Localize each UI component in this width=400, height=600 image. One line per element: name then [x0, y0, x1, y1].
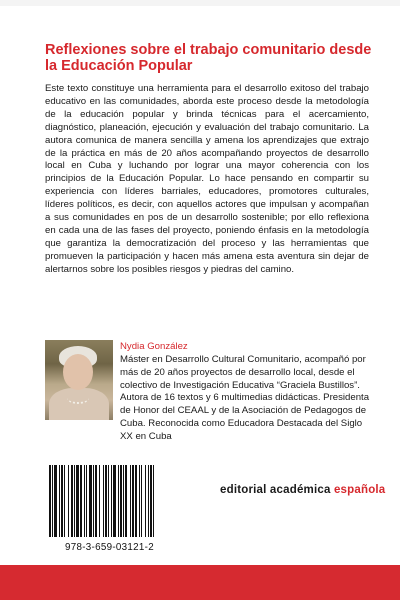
barcode-bar: [54, 465, 57, 537]
barcode-bar: [153, 465, 154, 537]
barcode-bar: [132, 465, 134, 537]
barcode-bar: [141, 465, 142, 537]
top-band: [0, 0, 400, 6]
barcode-bars: [47, 465, 166, 539]
barcode-bar: [49, 465, 51, 537]
barcode-bar: [113, 465, 116, 537]
barcode-bar: [76, 465, 79, 537]
barcode-bar: [68, 465, 69, 537]
book-title: Reflexiones sobre el trabajo comunitario desde la Educación Popular: [45, 42, 372, 74]
barcode-bar: [89, 465, 92, 537]
barcode-bar: [118, 465, 119, 537]
barcode-bar: [99, 465, 100, 537]
barcode-bar: [80, 465, 82, 537]
barcode-bar: [52, 465, 53, 537]
barcode-bar: [71, 465, 73, 537]
barcode-bar: [105, 465, 107, 537]
barcode-bar: [64, 465, 65, 537]
bottom-band: [0, 565, 400, 600]
barcode-bar: [120, 465, 122, 537]
publisher-name: [220, 484, 385, 496]
book-description: Este texto constituye una herramienta para el desarrollo exitoso del trabajo educativo en las comunidades, aborda este proceso desde la metodología de la educación popular y brinda técnicas para el acercamiento, diagnóstico, planeación, ejecución y evaluación del trabajo comunitario. La autora comunica de manera sencilla y amena los aprendizajes que extrajo de la práctica en más de 20 años acompañando proyectos de desarrollo local en Cuba y luchando por lograr una mayor coherencia con los principios de la Educación Popular. Lo hace pensando en compartir su experiencia con líderes barriales, educadores, promotores culturales, líderes políticos, es decir, con aquellos actores que impulsan y acompañan a sus comunidades en pos de un desarrollo sostenible; por ello reflexiona en cada una de las fases del proyecto, poniendo énfasis en la metodología que garantiza la democratización del proceso y las herramientas que promueven la participación y hacen más amena esta aventura sin dejar de alertarnos sobre los posibles riesgos y piedras del camino.: [45, 83, 369, 275]
isbn-barcode: [44, 462, 169, 560]
barcode-bar: [103, 465, 104, 537]
isbn-number: 978-3-659-03121-2: [65, 542, 154, 553]
barcode-bar: [123, 465, 124, 537]
barcode-bar: [95, 465, 97, 537]
barcode-bar: [145, 465, 146, 537]
barcode-bar: [108, 465, 109, 537]
barcode-bar: [84, 465, 85, 537]
barcode-bar: [135, 465, 137, 537]
barcode-bar: [111, 465, 112, 537]
publisher-name-accent: española: [333, 484, 386, 496]
barcode-bar: [86, 465, 87, 537]
barcode-bar: [130, 465, 131, 537]
barcode-bar: [139, 465, 140, 537]
author-photo-face: [63, 354, 93, 390]
barcode-bar: [125, 465, 127, 537]
publisher-name-main: editorial académica: [220, 484, 331, 496]
author-bio: Máster en Desarrollo Cultural Comunitario, acompañó por más de 20 años proyectos de desarrollo local, desde el colectivo de Investigación Educativa “Graciela Bustillos”. Autora de 16 textos y 6 multimedias didácticas. Presidenta de Honor del CEAAL y de la Asociación de Pedagogos de Cuba. Reconocida como Educadora Destacada del Siglo XX en Cuba: [120, 354, 370, 442]
barcode-bar: [74, 465, 75, 537]
barcode-bar: [59, 465, 60, 537]
barcode-bar: [61, 465, 63, 537]
barcode-bar: [150, 465, 152, 537]
author-photo: [45, 340, 113, 420]
barcode-bar: [148, 465, 149, 537]
barcode-bar: [93, 465, 94, 537]
author-name: Nydia González: [120, 341, 188, 352]
author-photo-necklace: [67, 392, 89, 404]
